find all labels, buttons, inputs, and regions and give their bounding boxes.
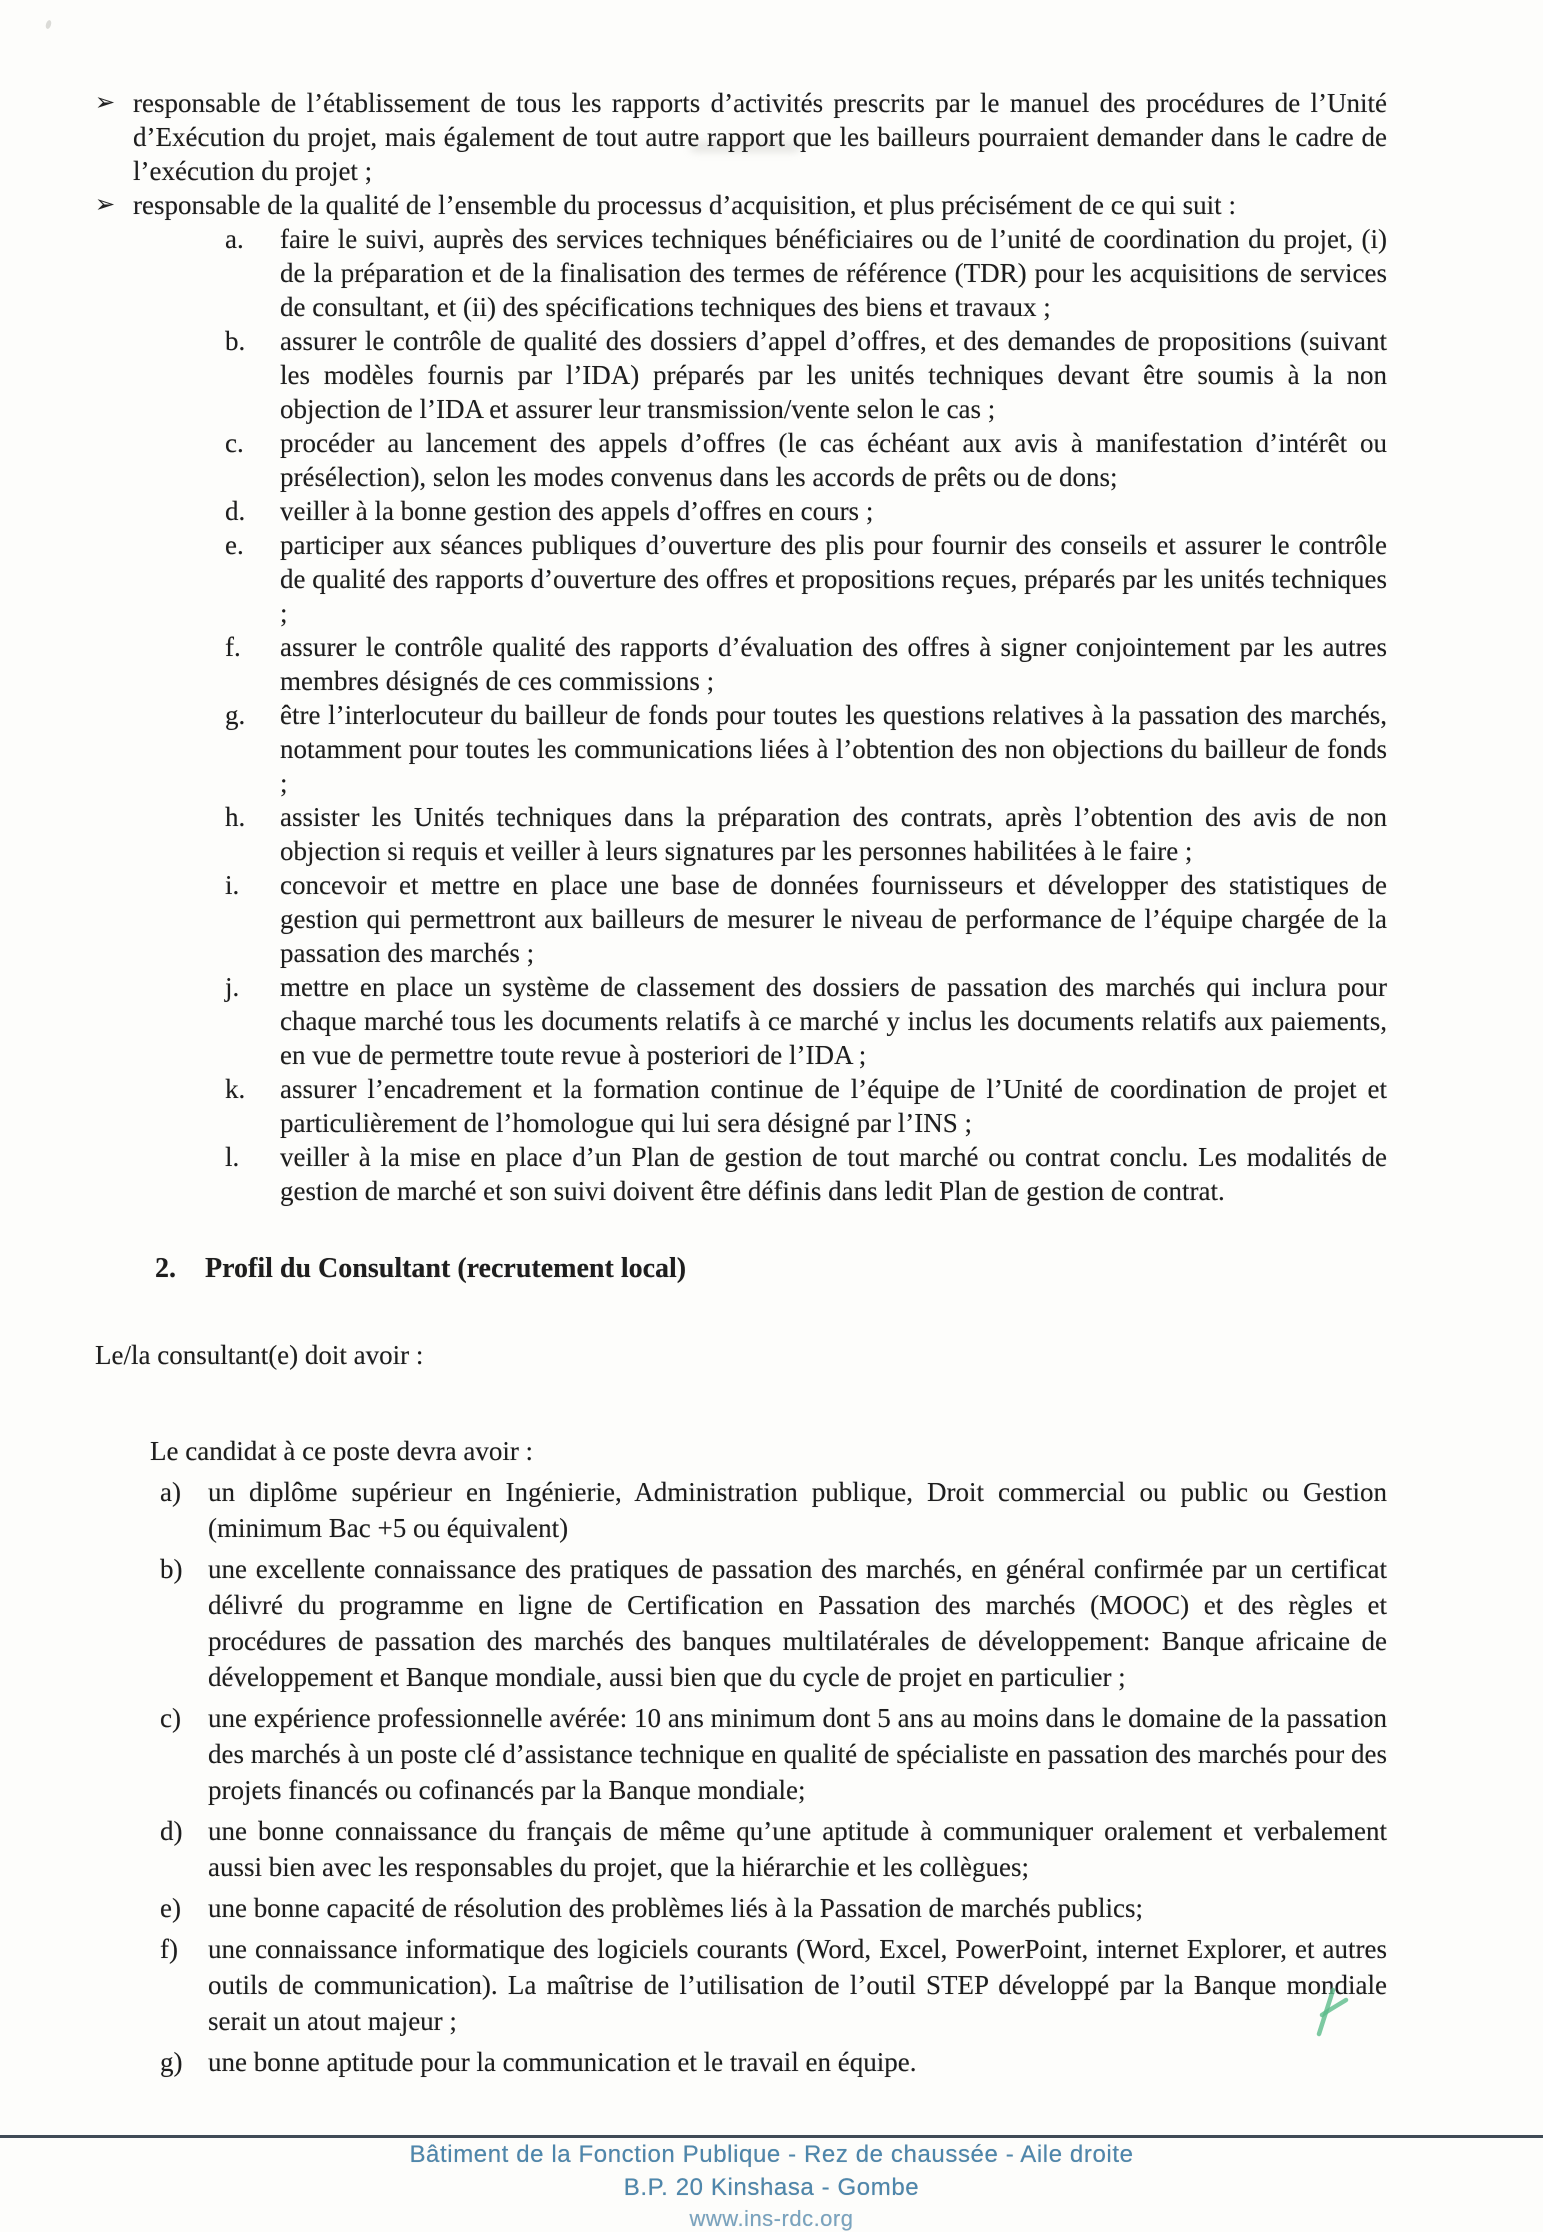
bullet-text: responsable de l’établissement de tous les rapports d’activités prescrits par le manuel des procédures de l’Unité d’Exécution du projet, mais également de tout autre rapport que les bailleurs pourraient demander dans le cadre de l’exécution du projet ; — [133, 88, 1387, 186]
list-text: être l’interlocuteur du bailleur de fonds pour toutes les questions relatives à la passation des marchés, notamment pour toutes les communications liées à l’obtention des non objections du bailleur de fonds ; — [280, 700, 1387, 798]
list-marker: b) — [160, 1554, 183, 1584]
list-item — [225, 494, 1387, 528]
list-item — [225, 800, 1387, 868]
section-title: Profil du Consultant (recrutement local) — [205, 1253, 687, 1284]
footer-website: www.ins-rdc.org — [689, 2206, 854, 2231]
list-marker: f. — [225, 632, 241, 662]
list-item — [160, 2044, 1387, 2080]
list-item — [160, 1931, 1387, 2039]
task-list — [225, 222, 1387, 1208]
list-item — [225, 868, 1387, 970]
list-marker: e. — [225, 530, 244, 560]
green-pen-tick-mark — [1312, 1984, 1356, 2040]
intro-paragraph: Le candidat à ce poste devra avoir : — [150, 1436, 534, 1466]
list-item — [160, 1890, 1387, 1926]
footer-address: Bâtiment de la Fonction Publique - Rez de chaussée - Aile droite — [409, 2141, 1134, 2168]
list-marker: d) — [160, 1816, 183, 1846]
list-text: faire le suivi, auprès des services techniques bénéficiaires ou de l’unité de coordination du projet, (i) de la préparation et de la finalisation des termes de référence (TDR) pour les acquisitions de services de consultant, et (ii) des spécifications techniques des biens et travaux ; — [280, 224, 1387, 322]
arrow-bullet-icon: ➢ — [95, 192, 116, 218]
intro-paragraph: Le/la consultant(e) doit avoir : — [95, 1340, 424, 1370]
list-text: un diplôme supérieur en Ingénierie, Administration publique, Droit commercial ou public ou Gestion (minimum Bac +5 ou équivalent) — [208, 1477, 1387, 1543]
page-footer — [0, 2135, 1543, 2232]
list-item — [160, 1474, 1387, 1546]
list-item — [160, 1700, 1387, 1808]
list-item — [160, 1813, 1387, 1885]
list-text: mettre en place un système de classement des dossiers de passation des marchés qui inclura pour chaque marché tous les documents relatifs à ce marché y inclus les documents relatifs aux paiements, en vue de permettre toute revue à posteriori de l’IDA ; — [280, 972, 1387, 1070]
list-text: assister les Unités techniques dans la préparation des contrats, après l’obtention des avis de non objection si requis et veiller à leurs signatures par les personnes habilitées à le faire ; — [280, 802, 1387, 866]
list-marker: k. — [225, 1074, 246, 1104]
list-marker: i. — [225, 870, 240, 900]
list-text: concevoir et mettre en place une base de données fournisseurs et développer des statistiques de gestion qui permettront aux bailleurs de mesurer le niveau de performance de l’équipe chargée de la passation des marchés ; — [280, 870, 1387, 968]
list-marker: j. — [225, 972, 240, 1002]
arrow-bullet-icon: ➢ — [95, 90, 116, 116]
document-body — [95, 86, 1387, 2085]
list-marker: e) — [160, 1893, 181, 1923]
list-marker: c) — [160, 1703, 181, 1733]
requirements-list — [160, 1474, 1387, 2080]
list-item — [225, 222, 1387, 324]
list-marker: b. — [225, 326, 246, 356]
list-item — [95, 86, 1387, 188]
list-text: veiller à la bonne gestion des appels d’offres en cours ; — [280, 496, 874, 526]
list-text: procéder au lancement des appels d’offres (le cas échéant aux avis à manifestation d’intérêt ou présélection), selon les modes convenus dans les accords de prêts ou de dons; — [280, 428, 1387, 492]
list-text: une bonne connaissance du français de même qu’une aptitude à communiquer oralement et verbalement aussi bien avec les responsables du projet, que la hiérarchie et les collègues; — [208, 1816, 1387, 1882]
list-item — [225, 1072, 1387, 1140]
list-marker: h. — [225, 802, 246, 832]
bullet-text: responsable de la qualité de l’ensemble du processus d’acquisition, et plus précisément de ce qui suit : — [133, 190, 1236, 220]
list-marker: f) — [160, 1934, 178, 1964]
list-marker: c. — [225, 428, 244, 458]
list-text: une expérience professionnelle avérée: 10 ans minimum dont 5 ans au moins dans le domaine de la passation des marchés à un poste clé d’assistance technique en qualité de spécialiste en passation des marchés pour des projets financés ou cofinancés par la Banque mondiale; — [208, 1703, 1387, 1805]
list-marker: d. — [225, 496, 246, 526]
list-item — [225, 528, 1387, 630]
list-text: veiller à la mise en place d’un Plan de gestion de tout marché ou contrat conclu. Les modalités de gestion de marché et son suivi doivent être définis dans ledit Plan de gestion de contrat. — [280, 1142, 1387, 1206]
list-marker: l. — [225, 1142, 240, 1172]
list-text: participer aux séances publiques d’ouverture des plis pour fournir des conseils et assurer le contrôle de qualité des rapports d’ouverture des offres et propositions reçues, préparés par les unités techniques ; — [280, 530, 1387, 628]
list-text: une bonne capacité de résolution des problèmes liés à la Passation de marchés publics; — [208, 1893, 1143, 1923]
section-heading — [155, 1252, 1387, 1286]
list-marker: a. — [225, 224, 244, 254]
list-text: une connaissance informatique des logiciels courants (Word, Excel, PowerPoint, internet Explorer, et autres outils de communication). La maîtrise de l’utilisation de l’outil STEP développé par la Banque mondiale serait un atout majeur ; — [208, 1934, 1387, 2036]
list-item — [225, 630, 1387, 698]
list-marker: a) — [160, 1477, 181, 1507]
list-text: une excellente connaissance des pratiques de passation des marchés, en général confirmée par un certificat délivré du programme en ligne de Certification en Passation des marchés (MOOC) et des règles et procédures de passation des marchés des banques multilatérales de développement: Banque africaine de développement et Banque mondiale, aussi bien que du cycle de projet en particulier ; — [208, 1554, 1387, 1692]
list-marker: g) — [160, 2047, 183, 2077]
footer-po-box: B.P. 20 Kinshasa - Gombe — [623, 2174, 920, 2201]
list-text: assurer le contrôle qualité des rapports d’évaluation des offres à signer conjointement par les autres membres désignés de ces commissions ; — [280, 632, 1387, 696]
list-text: assurer le contrôle de qualité des dossiers d’appel d’offres, et des demandes de propositions (suivant les modèles fournis par l’IDA) préparés par les unités techniques devant être soumis à la non objection de l’IDA et assurer leur transmission/vente selon le cas ; — [280, 326, 1387, 424]
section-number: 2. — [155, 1253, 176, 1284]
list-item — [225, 970, 1387, 1072]
list-item — [225, 426, 1387, 494]
scan-speck — [45, 19, 53, 29]
list-item — [225, 698, 1387, 800]
list-marker: g. — [225, 700, 246, 730]
list-item — [95, 188, 1387, 222]
list-item — [225, 1140, 1387, 1208]
footer-divider — [0, 2135, 1543, 2138]
list-item — [160, 1551, 1387, 1695]
list-text: assurer l’encadrement et la formation continue de l’équipe de l’Unité de coordination de projet et particulièrement de l’homologue qui lui sera désigné par l’INS ; — [280, 1074, 1387, 1138]
list-text: une bonne aptitude pour la communication et le travail en équipe. — [208, 2047, 917, 2077]
list-item — [225, 324, 1387, 426]
